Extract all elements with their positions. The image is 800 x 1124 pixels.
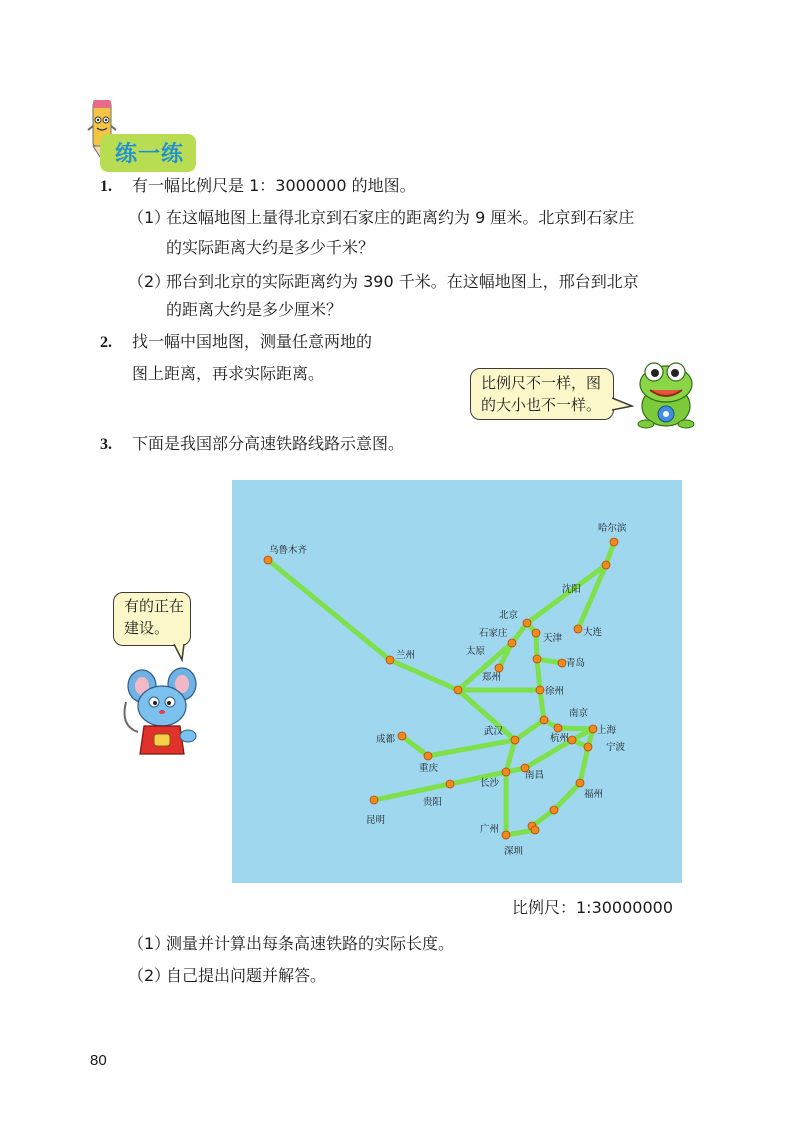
city-label-shenzhen: 深圳 (504, 846, 524, 857)
station-wulumuqi (264, 556, 272, 564)
mouse-icon (118, 662, 206, 760)
station-shenyang (602, 561, 610, 569)
city-label-guangzhou: 广州 (480, 824, 500, 835)
question-text: 自己提出问题并解答。 (166, 966, 327, 985)
part-text: 邢台到北京的实际距离约为 390 千米。在这幅地图上，邢台到北京 (166, 272, 639, 291)
problem-1-part-1-line-1 (128, 206, 634, 230)
city-label-fuzhou: 福州 (584, 789, 604, 800)
station-kunming (370, 796, 378, 804)
station-nanjing (540, 716, 548, 724)
frog-icon (630, 358, 702, 432)
station-chengdu (398, 732, 406, 740)
station-guangzhou (502, 831, 510, 839)
station-xiamen (550, 806, 558, 814)
question-text: 测量并计算出每条高速铁路的实际长度。 (166, 934, 455, 953)
station-changsha (502, 768, 510, 776)
city-label-chongqing: 重庆 (419, 763, 439, 774)
problem-2-line-1 (100, 330, 372, 355)
city-label-wulumuqi: 乌鲁木齐 (269, 545, 308, 556)
city-label-kunming: 昆明 (366, 815, 386, 826)
bubble-line: 比例尺不一样，图 (481, 374, 602, 392)
station-ningbo (584, 743, 592, 751)
station-zhenjiang (554, 724, 562, 732)
mouse-speech-bubble (113, 592, 191, 646)
city-label-nanjing: 南京 (569, 708, 589, 719)
city-label-ningbo: 宁波 (606, 742, 626, 753)
problem-1-stem (100, 174, 416, 199)
station-lanzhou (386, 656, 394, 664)
city-label-xuzhou: 徐州 (545, 686, 565, 697)
problem-2-line-2: 图上距离，再求实际距离。 (132, 364, 325, 383)
station-beijing (523, 619, 531, 627)
problem-number: 2. (100, 334, 112, 351)
station-tianjin (532, 629, 540, 637)
city-label-tianjin: 天津 (543, 633, 563, 644)
city-label-chengdu: 成都 (376, 734, 396, 745)
bubble-tail (172, 644, 188, 662)
frog-speech-bubble (470, 368, 614, 420)
railway-map (232, 480, 682, 883)
station-dalian (574, 625, 582, 633)
city-label-guiyang: 贵阳 (423, 797, 443, 808)
section-title: 练一练 (115, 142, 185, 167)
city-label-hangzhou: 杭州 (550, 733, 570, 744)
station-qingdao (558, 659, 566, 667)
station-zhengzhou (454, 686, 462, 694)
page-number: 80 (90, 1052, 107, 1069)
problem-1-part-2-line-1 (128, 270, 639, 294)
city-label-dalian: 大连 (583, 627, 603, 638)
station-shenzhen (531, 826, 539, 834)
problem-1-part-2-line-2: 的距离大约是多少厘米？ (166, 300, 343, 319)
city-label-shanghai: 上海 (597, 725, 617, 736)
bubble-line: 有的正在 (124, 597, 185, 615)
city-label-taiyuan: 太原 (466, 646, 486, 657)
city-label-qingdao: 青岛 (566, 658, 586, 669)
question-1 (128, 932, 454, 956)
city-label-wuhan: 武汉 (484, 726, 504, 737)
question-label: （1） (128, 934, 171, 953)
station-chongqing (424, 752, 432, 760)
station-hangzhou (568, 736, 576, 744)
bubble-line: 建设。 (124, 619, 170, 637)
station-fuzhou (576, 779, 584, 787)
city-label-nanchang: 南昌 (525, 770, 545, 781)
part-text: 在这幅地图上量得北京到石家庄的距离约为 9 厘米。北京到石家庄 (166, 208, 635, 227)
station-guiyang (446, 780, 454, 788)
city-label-lanzhou: 兰州 (396, 650, 416, 661)
city-label-haerbin: 哈尔滨 (598, 523, 627, 534)
station-haerbin (610, 538, 618, 546)
problem-3-stem (100, 432, 404, 457)
city-label-changsha: 长沙 (480, 778, 500, 789)
city-label-shenyang: 沈阳 (562, 584, 582, 595)
bubble-line: 的大小也不一样。 (481, 396, 602, 414)
question-label: （2） (128, 966, 171, 985)
station-wuhan (511, 736, 519, 744)
problem-number: 3. (100, 436, 112, 453)
city-label-shijiazhuang: 石家庄 (479, 628, 508, 639)
station-shanghai (589, 725, 597, 733)
problem-text: 找一幅中国地图，测量任意两地的 (132, 332, 373, 351)
problem-text: 有一幅比例尺是 1：3000000 的地图。 (132, 176, 416, 195)
problem-text: 下面是我国部分高速铁路线路示意图。 (132, 434, 405, 453)
part-label: （1） (128, 208, 171, 227)
station-taiyuan (495, 664, 503, 672)
map-scale: 比例尺：1:30000000 (512, 898, 674, 917)
station-shijiazhuang (508, 639, 516, 647)
problem-1-part-1-line-2: 的实际距离大约是多少千米？ (166, 238, 375, 257)
problem-number: 1. (100, 178, 112, 195)
city-label-zhengzhou: 郑州 (482, 672, 502, 683)
question-2 (128, 964, 326, 988)
station-xuzhou (536, 686, 544, 694)
station-jinan (533, 655, 541, 663)
part-label: （2） (128, 272, 171, 291)
city-label-beijing: 北京 (499, 610, 519, 621)
